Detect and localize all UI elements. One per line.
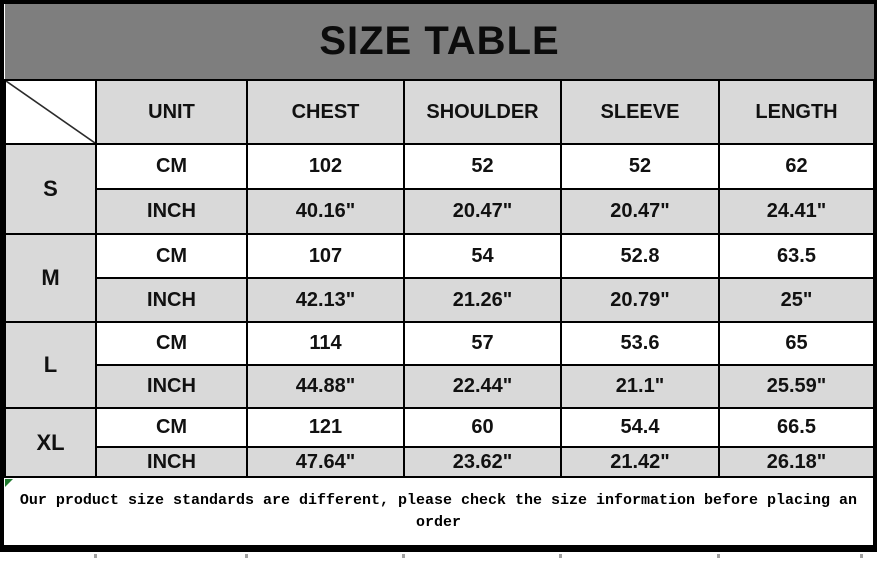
- value-cell: 47.64": [247, 447, 404, 477]
- unit-cell-cm: CM: [96, 234, 247, 278]
- value-cell: 62: [719, 144, 874, 189]
- column-header-shoulder: SHOULDER: [404, 80, 561, 144]
- value-cell: 102: [247, 144, 404, 189]
- footer-note-box: [4, 478, 873, 545]
- size-table: [4, 4, 875, 478]
- value-cell: 107: [247, 234, 404, 278]
- table-row: [5, 278, 874, 322]
- value-cell: 25.59": [719, 365, 874, 408]
- unit-cell-inch: INCH: [96, 278, 247, 322]
- table-row: [5, 234, 874, 278]
- value-cell: 66.5: [719, 408, 874, 447]
- value-cell: 63.5: [719, 234, 874, 278]
- value-cell: 24.41": [719, 189, 874, 234]
- value-cell: 21.1": [561, 365, 719, 408]
- unit-cell-inch: INCH: [96, 365, 247, 408]
- value-cell: 44.88": [247, 365, 404, 408]
- value-cell: 52.8: [561, 234, 719, 278]
- table-row: [5, 408, 874, 447]
- corner-diagonal-cell: [5, 80, 96, 144]
- size-label-xl: XL: [5, 408, 96, 477]
- value-cell: 65: [719, 322, 874, 365]
- column-header-sleeve: SLEEVE: [561, 80, 719, 144]
- value-cell: 20.47": [561, 189, 719, 234]
- value-cell: 20.47": [404, 189, 561, 234]
- diagonal-divider-icon: [6, 81, 95, 143]
- value-cell: 60: [404, 408, 561, 447]
- title-banner-row: [5, 4, 874, 80]
- value-cell: 25": [719, 278, 874, 322]
- table-row: [5, 144, 874, 189]
- value-cell: 20.79": [561, 278, 719, 322]
- value-cell: 52: [561, 144, 719, 189]
- table-row: [5, 322, 874, 365]
- table-row: [5, 447, 874, 477]
- column-header-chest: CHEST: [247, 80, 404, 144]
- crop-tick: [559, 554, 562, 558]
- value-cell: 40.16": [247, 189, 404, 234]
- size-label-s: S: [5, 144, 96, 234]
- value-cell: 52: [404, 144, 561, 189]
- crop-tick: [860, 554, 863, 558]
- value-cell: 54: [404, 234, 561, 278]
- crop-tick: [717, 554, 720, 558]
- unit-cell-cm: CM: [96, 322, 247, 365]
- value-cell: 21.26": [404, 278, 561, 322]
- value-cell: 53.6: [561, 322, 719, 365]
- value-cell: 114: [247, 322, 404, 365]
- value-cell: 54.4: [561, 408, 719, 447]
- crop-tick: [94, 554, 97, 558]
- cropped-bottom-edge: [0, 552, 877, 561]
- value-cell: 23.62": [404, 447, 561, 477]
- unit-cell-inch: INCH: [96, 189, 247, 234]
- page-title: SIZE TABLE: [5, 4, 874, 80]
- value-cell: 42.13": [247, 278, 404, 322]
- unit-cell-cm: CM: [96, 408, 247, 447]
- value-cell: 26.18": [719, 447, 874, 477]
- unit-cell-cm: CM: [96, 144, 247, 189]
- column-header-unit: UNIT: [96, 80, 247, 144]
- size-label-m: M: [5, 234, 96, 322]
- crop-tick: [402, 554, 405, 558]
- size-disclaimer-text: Our product size standards are different, please check the size information before placing an order: [19, 491, 858, 531]
- value-cell: 22.44": [404, 365, 561, 408]
- value-cell: 21.42": [561, 447, 719, 477]
- value-cell: 57: [404, 322, 561, 365]
- value-cell: 121: [247, 408, 404, 447]
- crop-tick: [245, 554, 248, 558]
- unit-cell-inch: INCH: [96, 447, 247, 477]
- table-row: [5, 365, 874, 408]
- size-label-l: L: [5, 322, 96, 408]
- column-header-length: LENGTH: [719, 80, 874, 144]
- header-row: [5, 80, 874, 144]
- cell-corner-marker-icon: [5, 479, 13, 487]
- table-row: [5, 189, 874, 234]
